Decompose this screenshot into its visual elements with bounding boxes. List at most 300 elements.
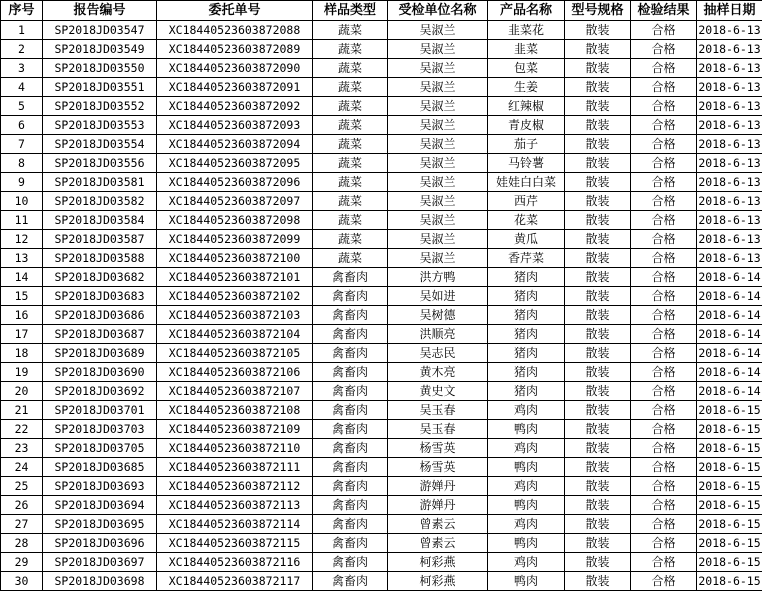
cell-spec: 散装 bbox=[565, 496, 631, 515]
cell-sample-type: 蔬菜 bbox=[313, 78, 388, 97]
cell-index: 29 bbox=[1, 553, 43, 572]
cell-report-number: SP2018JD03556 bbox=[43, 154, 157, 173]
cell-inspected-unit: 吴玉春 bbox=[388, 401, 488, 420]
cell-sample-type: 蔬菜 bbox=[313, 59, 388, 78]
cell-spec: 散装 bbox=[565, 59, 631, 78]
cell-sample-type: 禽畜肉 bbox=[313, 439, 388, 458]
cell-sampling-date: 2018-6-13 bbox=[697, 211, 762, 230]
table-row bbox=[1, 135, 762, 154]
cell-commission-number: XC18440523603872102 bbox=[157, 287, 313, 306]
cell-spec: 散装 bbox=[565, 553, 631, 572]
cell-sampling-date: 2018-6-14 bbox=[697, 268, 762, 287]
cell-commission-number: XC18440523603872096 bbox=[157, 173, 313, 192]
cell-commission-number: XC18440523603872100 bbox=[157, 249, 313, 268]
cell-product-name: 鸭肉 bbox=[488, 420, 565, 439]
cell-commission-number: XC18440523603872098 bbox=[157, 211, 313, 230]
cell-inspected-unit: 吴淑兰 bbox=[388, 116, 488, 135]
cell-index: 15 bbox=[1, 287, 43, 306]
cell-result: 合格 bbox=[631, 534, 697, 553]
cell-product-name: 马铃薯 bbox=[488, 154, 565, 173]
cell-sampling-date: 2018-6-13 bbox=[697, 135, 762, 154]
cell-report-number: SP2018JD03687 bbox=[43, 325, 157, 344]
cell-result: 合格 bbox=[631, 97, 697, 116]
cell-report-number: SP2018JD03697 bbox=[43, 553, 157, 572]
cell-product-name: 猪肉 bbox=[488, 287, 565, 306]
cell-commission-number: XC18440523603872106 bbox=[157, 363, 313, 382]
cell-sample-type: 蔬菜 bbox=[313, 173, 388, 192]
header-cell-sample-type: 样品类型 bbox=[313, 1, 388, 21]
cell-index: 16 bbox=[1, 306, 43, 325]
cell-spec: 散装 bbox=[565, 116, 631, 135]
cell-report-number: SP2018JD03690 bbox=[43, 363, 157, 382]
cell-commission-number: XC18440523603872089 bbox=[157, 40, 313, 59]
cell-sampling-date: 2018-6-15 bbox=[697, 401, 762, 420]
cell-sampling-date: 2018-6-13 bbox=[697, 230, 762, 249]
cell-product-name: 鸡肉 bbox=[488, 515, 565, 534]
cell-spec: 散装 bbox=[565, 344, 631, 363]
cell-result: 合格 bbox=[631, 40, 697, 59]
cell-product-name: 娃娃白白菜 bbox=[488, 173, 565, 192]
cell-result: 合格 bbox=[631, 192, 697, 211]
cell-sample-type: 蔬菜 bbox=[313, 249, 388, 268]
cell-sampling-date: 2018-6-14 bbox=[697, 287, 762, 306]
table-row bbox=[1, 572, 762, 591]
cell-index: 3 bbox=[1, 59, 43, 78]
cell-report-number: SP2018JD03682 bbox=[43, 268, 157, 287]
cell-product-name: 鸭肉 bbox=[488, 496, 565, 515]
cell-spec: 散装 bbox=[565, 78, 631, 97]
cell-sample-type: 蔬菜 bbox=[313, 40, 388, 59]
cell-report-number: SP2018JD03584 bbox=[43, 211, 157, 230]
cell-report-number: SP2018JD03553 bbox=[43, 116, 157, 135]
table-row bbox=[1, 40, 762, 59]
cell-sample-type: 禽畜肉 bbox=[313, 496, 388, 515]
cell-product-name: 包菜 bbox=[488, 59, 565, 78]
cell-sampling-date: 2018-6-13 bbox=[697, 40, 762, 59]
cell-product-name: 韭菜花 bbox=[488, 21, 565, 40]
cell-report-number: SP2018JD03695 bbox=[43, 515, 157, 534]
cell-sample-type: 禽畜肉 bbox=[313, 306, 388, 325]
cell-result: 合格 bbox=[631, 59, 697, 78]
cell-index: 20 bbox=[1, 382, 43, 401]
cell-result: 合格 bbox=[631, 458, 697, 477]
cell-sample-type: 禽畜肉 bbox=[313, 325, 388, 344]
cell-report-number: SP2018JD03587 bbox=[43, 230, 157, 249]
table-row bbox=[1, 230, 762, 249]
table-row bbox=[1, 458, 762, 477]
cell-index: 8 bbox=[1, 154, 43, 173]
cell-index: 17 bbox=[1, 325, 43, 344]
cell-spec: 散装 bbox=[565, 40, 631, 59]
cell-sample-type: 蔬菜 bbox=[313, 116, 388, 135]
cell-spec: 散装 bbox=[565, 306, 631, 325]
cell-product-name: 猪肉 bbox=[488, 363, 565, 382]
cell-sampling-date: 2018-6-13 bbox=[697, 78, 762, 97]
cell-index: 1 bbox=[1, 21, 43, 40]
cell-product-name: 鸡肉 bbox=[488, 553, 565, 572]
cell-index: 4 bbox=[1, 78, 43, 97]
cell-index: 5 bbox=[1, 97, 43, 116]
cell-sample-type: 蔬菜 bbox=[313, 21, 388, 40]
cell-spec: 散装 bbox=[565, 458, 631, 477]
cell-product-name: 猪肉 bbox=[488, 344, 565, 363]
cell-index: 7 bbox=[1, 135, 43, 154]
cell-index: 14 bbox=[1, 268, 43, 287]
table-row bbox=[1, 154, 762, 173]
header-cell-result: 检验结果 bbox=[631, 1, 697, 21]
cell-product-name: 猪肉 bbox=[488, 268, 565, 287]
cell-product-name: 西芹 bbox=[488, 192, 565, 211]
cell-index: 19 bbox=[1, 363, 43, 382]
cell-inspected-unit: 吴如进 bbox=[388, 287, 488, 306]
cell-inspected-unit: 吴淑兰 bbox=[388, 230, 488, 249]
cell-inspected-unit: 吴淑兰 bbox=[388, 154, 488, 173]
cell-inspected-unit: 吴淑兰 bbox=[388, 21, 488, 40]
cell-spec: 散装 bbox=[565, 401, 631, 420]
cell-spec: 散装 bbox=[565, 192, 631, 211]
cell-spec: 散装 bbox=[565, 173, 631, 192]
cell-spec: 散装 bbox=[565, 211, 631, 230]
cell-index: 26 bbox=[1, 496, 43, 515]
cell-spec: 散装 bbox=[565, 439, 631, 458]
cell-sampling-date: 2018-6-13 bbox=[697, 249, 762, 268]
cell-report-number: SP2018JD03581 bbox=[43, 173, 157, 192]
table-row bbox=[1, 344, 762, 363]
cell-sampling-date: 2018-6-15 bbox=[697, 572, 762, 591]
cell-inspected-unit: 吴树德 bbox=[388, 306, 488, 325]
cell-result: 合格 bbox=[631, 116, 697, 135]
cell-sampling-date: 2018-6-13 bbox=[697, 59, 762, 78]
cell-commission-number: XC18440523603872110 bbox=[157, 439, 313, 458]
cell-result: 合格 bbox=[631, 572, 697, 591]
cell-spec: 散装 bbox=[565, 325, 631, 344]
header-cell-commission-number: 委托单号 bbox=[157, 1, 313, 21]
table-row bbox=[1, 439, 762, 458]
cell-sample-type: 禽畜肉 bbox=[313, 382, 388, 401]
cell-spec: 散装 bbox=[565, 382, 631, 401]
cell-spec: 散装 bbox=[565, 249, 631, 268]
cell-result: 合格 bbox=[631, 363, 697, 382]
cell-product-name: 猪肉 bbox=[488, 382, 565, 401]
cell-report-number: SP2018JD03698 bbox=[43, 572, 157, 591]
cell-sampling-date: 2018-6-15 bbox=[697, 477, 762, 496]
cell-sample-type: 蔬菜 bbox=[313, 192, 388, 211]
cell-result: 合格 bbox=[631, 420, 697, 439]
cell-index: 23 bbox=[1, 439, 43, 458]
cell-report-number: SP2018JD03686 bbox=[43, 306, 157, 325]
cell-index: 28 bbox=[1, 534, 43, 553]
table-body bbox=[1, 21, 762, 591]
cell-report-number: SP2018JD03705 bbox=[43, 439, 157, 458]
cell-commission-number: XC18440523603872117 bbox=[157, 572, 313, 591]
cell-result: 合格 bbox=[631, 268, 697, 287]
cell-result: 合格 bbox=[631, 249, 697, 268]
header-cell-sampling-date: 抽样日期 bbox=[697, 1, 762, 21]
cell-product-name: 鸭肉 bbox=[488, 458, 565, 477]
cell-product-name: 猪肉 bbox=[488, 306, 565, 325]
cell-product-name: 鸭肉 bbox=[488, 572, 565, 591]
header-cell-product-name: 产品名称 bbox=[488, 1, 565, 21]
table-row bbox=[1, 116, 762, 135]
cell-report-number: SP2018JD03694 bbox=[43, 496, 157, 515]
cell-sample-type: 蔬菜 bbox=[313, 135, 388, 154]
cell-sampling-date: 2018-6-14 bbox=[697, 325, 762, 344]
cell-commission-number: XC18440523603872104 bbox=[157, 325, 313, 344]
cell-inspected-unit: 杨雪英 bbox=[388, 458, 488, 477]
cell-report-number: SP2018JD03554 bbox=[43, 135, 157, 154]
cell-spec: 散装 bbox=[565, 515, 631, 534]
table-row bbox=[1, 59, 762, 78]
cell-product-name: 青皮椒 bbox=[488, 116, 565, 135]
cell-sampling-date: 2018-6-14 bbox=[697, 382, 762, 401]
cell-report-number: SP2018JD03692 bbox=[43, 382, 157, 401]
table-row bbox=[1, 325, 762, 344]
cell-report-number: SP2018JD03696 bbox=[43, 534, 157, 553]
cell-report-number: SP2018JD03547 bbox=[43, 21, 157, 40]
table-row bbox=[1, 173, 762, 192]
cell-sample-type: 禽畜肉 bbox=[313, 287, 388, 306]
table-row bbox=[1, 192, 762, 211]
cell-spec: 散装 bbox=[565, 572, 631, 591]
cell-commission-number: XC18440523603872116 bbox=[157, 553, 313, 572]
cell-index: 12 bbox=[1, 230, 43, 249]
cell-report-number: SP2018JD03550 bbox=[43, 59, 157, 78]
cell-inspected-unit: 吴淑兰 bbox=[388, 97, 488, 116]
cell-report-number: SP2018JD03693 bbox=[43, 477, 157, 496]
cell-commission-number: XC18440523603872095 bbox=[157, 154, 313, 173]
cell-product-name: 红辣椒 bbox=[488, 97, 565, 116]
cell-spec: 散装 bbox=[565, 97, 631, 116]
cell-result: 合格 bbox=[631, 401, 697, 420]
cell-inspected-unit: 柯彩燕 bbox=[388, 572, 488, 591]
cell-sample-type: 禽畜肉 bbox=[313, 553, 388, 572]
cell-inspected-unit: 吴玉春 bbox=[388, 420, 488, 439]
table-row bbox=[1, 382, 762, 401]
cell-commission-number: XC18440523603872093 bbox=[157, 116, 313, 135]
table-row bbox=[1, 401, 762, 420]
cell-spec: 散装 bbox=[565, 534, 631, 553]
table-row bbox=[1, 268, 762, 287]
cell-commission-number: XC18440523603872112 bbox=[157, 477, 313, 496]
cell-result: 合格 bbox=[631, 173, 697, 192]
cell-spec: 散装 bbox=[565, 135, 631, 154]
cell-report-number: SP2018JD03683 bbox=[43, 287, 157, 306]
table-row bbox=[1, 306, 762, 325]
cell-result: 合格 bbox=[631, 135, 697, 154]
cell-sampling-date: 2018-6-13 bbox=[697, 97, 762, 116]
table-row bbox=[1, 553, 762, 572]
cell-spec: 散装 bbox=[565, 268, 631, 287]
cell-commission-number: XC18440523603872088 bbox=[157, 21, 313, 40]
cell-inspected-unit: 黄木亮 bbox=[388, 363, 488, 382]
cell-inspected-unit: 杨雪英 bbox=[388, 439, 488, 458]
table-row bbox=[1, 249, 762, 268]
cell-index: 21 bbox=[1, 401, 43, 420]
cell-sampling-date: 2018-6-13 bbox=[697, 21, 762, 40]
cell-inspected-unit: 吴淑兰 bbox=[388, 249, 488, 268]
cell-spec: 散装 bbox=[565, 154, 631, 173]
cell-commission-number: XC18440523603872092 bbox=[157, 97, 313, 116]
table-row bbox=[1, 287, 762, 306]
cell-result: 合格 bbox=[631, 553, 697, 572]
cell-index: 11 bbox=[1, 211, 43, 230]
cell-inspected-unit: 曾素云 bbox=[388, 534, 488, 553]
cell-sampling-date: 2018-6-15 bbox=[697, 534, 762, 553]
table-row bbox=[1, 211, 762, 230]
cell-commission-number: XC18440523603872094 bbox=[157, 135, 313, 154]
cell-report-number: SP2018JD03582 bbox=[43, 192, 157, 211]
cell-sample-type: 禽畜肉 bbox=[313, 363, 388, 382]
cell-product-name: 茄子 bbox=[488, 135, 565, 154]
cell-index: 18 bbox=[1, 344, 43, 363]
cell-commission-number: XC18440523603872097 bbox=[157, 192, 313, 211]
cell-report-number: SP2018JD03552 bbox=[43, 97, 157, 116]
cell-index: 2 bbox=[1, 40, 43, 59]
cell-sample-type: 禽畜肉 bbox=[313, 401, 388, 420]
cell-inspected-unit: 游婵丹 bbox=[388, 477, 488, 496]
table-row bbox=[1, 363, 762, 382]
cell-result: 合格 bbox=[631, 211, 697, 230]
cell-commission-number: XC18440523603872103 bbox=[157, 306, 313, 325]
cell-sample-type: 禽畜肉 bbox=[313, 420, 388, 439]
cell-sampling-date: 2018-6-15 bbox=[697, 553, 762, 572]
cell-commission-number: XC18440523603872113 bbox=[157, 496, 313, 515]
cell-report-number: SP2018JD03551 bbox=[43, 78, 157, 97]
cell-sample-type: 禽畜肉 bbox=[313, 534, 388, 553]
cell-commission-number: XC18440523603872107 bbox=[157, 382, 313, 401]
cell-inspected-unit: 吴淑兰 bbox=[388, 78, 488, 97]
cell-result: 合格 bbox=[631, 382, 697, 401]
cell-sampling-date: 2018-6-14 bbox=[697, 363, 762, 382]
cell-sampling-date: 2018-6-13 bbox=[697, 192, 762, 211]
cell-sample-type: 蔬菜 bbox=[313, 211, 388, 230]
cell-commission-number: XC18440523603872090 bbox=[157, 59, 313, 78]
cell-index: 24 bbox=[1, 458, 43, 477]
cell-result: 合格 bbox=[631, 154, 697, 173]
cell-inspected-unit: 吴淑兰 bbox=[388, 135, 488, 154]
cell-inspected-unit: 吴淑兰 bbox=[388, 192, 488, 211]
cell-result: 合格 bbox=[631, 439, 697, 458]
header-cell-report-number: 报告编号 bbox=[43, 1, 157, 21]
cell-spec: 散装 bbox=[565, 21, 631, 40]
cell-index: 27 bbox=[1, 515, 43, 534]
header-row bbox=[1, 1, 762, 21]
cell-commission-number: XC18440523603872111 bbox=[157, 458, 313, 477]
cell-index: 10 bbox=[1, 192, 43, 211]
cell-spec: 散装 bbox=[565, 363, 631, 382]
cell-sample-type: 禽畜肉 bbox=[313, 458, 388, 477]
cell-report-number: SP2018JD03685 bbox=[43, 458, 157, 477]
cell-product-name: 猪肉 bbox=[488, 325, 565, 344]
cell-inspected-unit: 黄史文 bbox=[388, 382, 488, 401]
table-row bbox=[1, 534, 762, 553]
cell-product-name: 花菜 bbox=[488, 211, 565, 230]
table-row bbox=[1, 21, 762, 40]
cell-commission-number: XC18440523603872108 bbox=[157, 401, 313, 420]
cell-report-number: SP2018JD03549 bbox=[43, 40, 157, 59]
cell-spec: 散装 bbox=[565, 477, 631, 496]
cell-commission-number: XC18440523603872105 bbox=[157, 344, 313, 363]
cell-spec: 散装 bbox=[565, 420, 631, 439]
cell-sampling-date: 2018-6-15 bbox=[697, 439, 762, 458]
cell-sample-type: 蔬菜 bbox=[313, 154, 388, 173]
cell-inspected-unit: 洪顺亮 bbox=[388, 325, 488, 344]
cell-inspected-unit: 游婵丹 bbox=[388, 496, 488, 515]
cell-inspected-unit: 洪方鸭 bbox=[388, 268, 488, 287]
cell-inspected-unit: 吴淑兰 bbox=[388, 59, 488, 78]
cell-product-name: 鸡肉 bbox=[488, 477, 565, 496]
cell-sample-type: 禽畜肉 bbox=[313, 344, 388, 363]
cell-product-name: 鸡肉 bbox=[488, 401, 565, 420]
cell-sample-type: 蔬菜 bbox=[313, 230, 388, 249]
cell-inspected-unit: 吴淑兰 bbox=[388, 173, 488, 192]
cell-spec: 散装 bbox=[565, 230, 631, 249]
cell-report-number: SP2018JD03703 bbox=[43, 420, 157, 439]
cell-product-name: 香芹菜 bbox=[488, 249, 565, 268]
cell-index: 6 bbox=[1, 116, 43, 135]
table-row bbox=[1, 496, 762, 515]
cell-inspected-unit: 吴淑兰 bbox=[388, 40, 488, 59]
cell-product-name: 鸭肉 bbox=[488, 534, 565, 553]
cell-sampling-date: 2018-6-15 bbox=[697, 496, 762, 515]
table-row bbox=[1, 97, 762, 116]
cell-sampling-date: 2018-6-13 bbox=[697, 173, 762, 192]
cell-result: 合格 bbox=[631, 515, 697, 534]
cell-sample-type: 禽畜肉 bbox=[313, 477, 388, 496]
cell-inspected-unit: 吴淑兰 bbox=[388, 211, 488, 230]
cell-report-number: SP2018JD03689 bbox=[43, 344, 157, 363]
cell-commission-number: XC18440523603872115 bbox=[157, 534, 313, 553]
cell-index: 30 bbox=[1, 572, 43, 591]
cell-index: 22 bbox=[1, 420, 43, 439]
cell-commission-number: XC18440523603872101 bbox=[157, 268, 313, 287]
cell-sampling-date: 2018-6-14 bbox=[697, 344, 762, 363]
table-row bbox=[1, 477, 762, 496]
cell-spec: 散装 bbox=[565, 287, 631, 306]
cell-result: 合格 bbox=[631, 21, 697, 40]
cell-result: 合格 bbox=[631, 78, 697, 97]
cell-commission-number: XC18440523603872099 bbox=[157, 230, 313, 249]
cell-commission-number: XC18440523603872109 bbox=[157, 420, 313, 439]
header-cell-spec: 型号规格 bbox=[565, 1, 631, 21]
cell-sampling-date: 2018-6-13 bbox=[697, 154, 762, 173]
cell-report-number: SP2018JD03701 bbox=[43, 401, 157, 420]
cell-result: 合格 bbox=[631, 477, 697, 496]
cell-result: 合格 bbox=[631, 496, 697, 515]
cell-result: 合格 bbox=[631, 230, 697, 249]
header-cell-inspected-unit: 受检单位名称 bbox=[388, 1, 488, 21]
cell-index: 25 bbox=[1, 477, 43, 496]
cell-product-name: 生姜 bbox=[488, 78, 565, 97]
cell-sample-type: 禽畜肉 bbox=[313, 268, 388, 287]
cell-result: 合格 bbox=[631, 325, 697, 344]
cell-result: 合格 bbox=[631, 287, 697, 306]
cell-sampling-date: 2018-6-15 bbox=[697, 515, 762, 534]
cell-sampling-date: 2018-6-15 bbox=[697, 458, 762, 477]
cell-product-name: 黄瓜 bbox=[488, 230, 565, 249]
table-row bbox=[1, 420, 762, 439]
cell-inspected-unit: 吴志民 bbox=[388, 344, 488, 363]
cell-report-number: SP2018JD03588 bbox=[43, 249, 157, 268]
cell-sample-type: 禽畜肉 bbox=[313, 515, 388, 534]
header-cell-index: 序号 bbox=[1, 1, 43, 21]
cell-sampling-date: 2018-6-13 bbox=[697, 116, 762, 135]
cell-commission-number: XC18440523603872091 bbox=[157, 78, 313, 97]
cell-sample-type: 蔬菜 bbox=[313, 97, 388, 116]
cell-result: 合格 bbox=[631, 306, 697, 325]
cell-sampling-date: 2018-6-14 bbox=[697, 306, 762, 325]
cell-sample-type: 禽畜肉 bbox=[313, 572, 388, 591]
